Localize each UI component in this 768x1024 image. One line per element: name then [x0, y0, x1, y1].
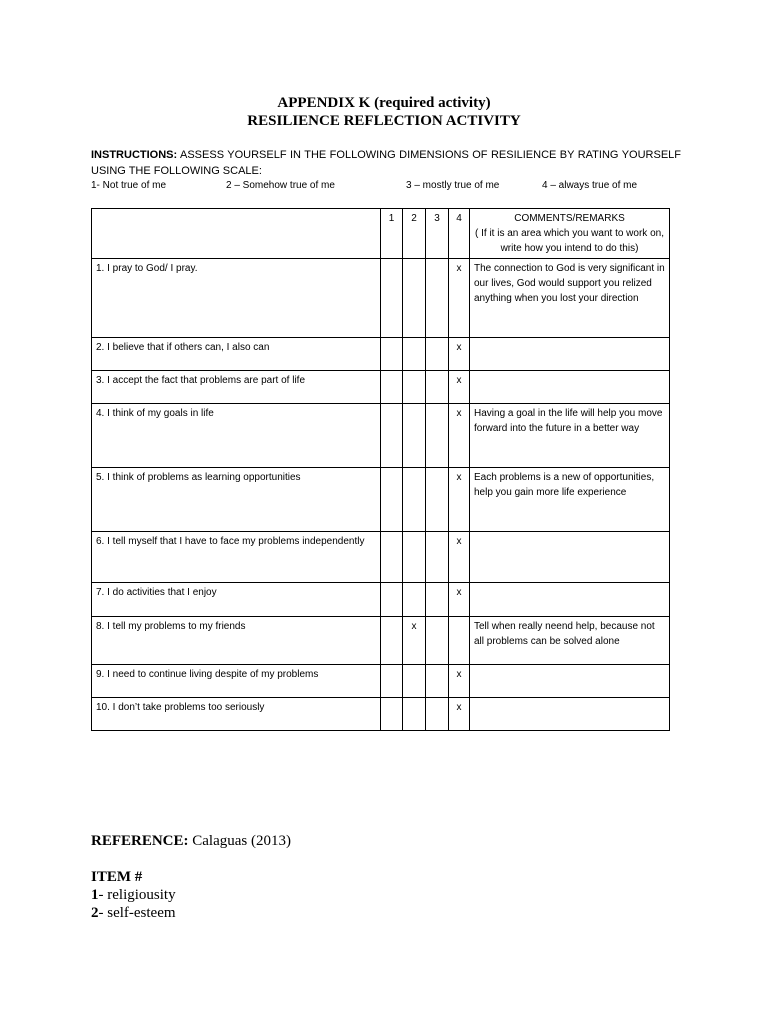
rating-1-cell [381, 698, 403, 731]
comment-cell: The connection to God is very significant in our lives, God would support you relized anything when you lost your direction [470, 259, 670, 338]
rating-4-cell: x [449, 371, 470, 404]
item-label: ITEM # [91, 869, 143, 885]
comment-cell: Each problems is a new of opportunities, help you gain more life experience [470, 468, 670, 532]
item-number: 1 [91, 887, 99, 903]
scale-1: 1- Not true of me [91, 180, 167, 191]
rating-2-cell [403, 259, 426, 338]
comment-cell [470, 665, 670, 698]
rating-3-cell [426, 665, 449, 698]
col-header-4: 4 [449, 209, 470, 259]
comments-header-title: COMMENTS/REMARKS [514, 213, 625, 224]
col-header-1: 1 [381, 209, 403, 259]
reference-line [91, 833, 291, 850]
col-header-3: 3 [426, 209, 449, 259]
col-header-2: 2 [403, 209, 426, 259]
table-row [92, 259, 670, 338]
reference-value: Calaguas (2013) [188, 833, 291, 849]
reference-label: REFERENCE: [91, 833, 189, 849]
rating-2-cell [403, 583, 426, 617]
activity-title: RESILIENCE REFLECTION ACTIVITY [247, 113, 521, 129]
statement-cell: 10. I don’t take problems too seriously [92, 698, 381, 731]
rating-2-cell [403, 404, 426, 468]
scale-2: 2 – Somehow true of me [226, 180, 335, 191]
table-row [92, 617, 670, 665]
instructions [91, 147, 681, 179]
item-line [91, 905, 176, 922]
rating-2-cell [403, 371, 426, 404]
rating-4-cell: x [449, 532, 470, 583]
comment-cell: Tell when really neend help, because not all problems can be solved alone [470, 617, 670, 665]
rating-4-cell: x [449, 404, 470, 468]
table-row [92, 665, 670, 698]
table-header-row [92, 209, 670, 259]
rating-1-cell [381, 338, 403, 371]
rating-4-cell: x [449, 338, 470, 371]
rating-3-cell [426, 404, 449, 468]
rating-3-cell [426, 338, 449, 371]
comment-cell [470, 532, 670, 583]
rating-3-cell [426, 468, 449, 532]
comment-cell [470, 698, 670, 731]
statement-cell: 5. I think of problems as learning opportunities [92, 468, 381, 532]
rating-1-cell [381, 583, 403, 617]
rating-4-cell: x [449, 665, 470, 698]
comments-header-note: ( If it is an area which you want to work on, write how you intend to do this) [475, 228, 664, 254]
item-text: - self-esteem [98, 905, 176, 921]
table-row [92, 532, 670, 583]
rating-4-cell: x [449, 698, 470, 731]
item-heading [91, 869, 142, 886]
statement-cell: 4. I think of my goals in life [92, 404, 381, 468]
statement-cell: 6. I tell myself that I have to face my problems independently [92, 532, 381, 583]
rating-3-cell [426, 583, 449, 617]
instructions-label: INSTRUCTIONS: [91, 149, 178, 161]
rating-1-cell [381, 532, 403, 583]
appendix-title: APPENDIX K (required activity) [277, 95, 491, 111]
rating-2-cell [403, 665, 426, 698]
rating-1-cell [381, 468, 403, 532]
statement-cell: 3. I accept the fact that problems are part of life [92, 371, 381, 404]
rating-3-cell [426, 617, 449, 665]
rating-2-cell [403, 532, 426, 583]
table-row [92, 404, 670, 468]
table-row [92, 338, 670, 371]
statement-cell: 7. I do activities that I enjoy [92, 583, 381, 617]
statement-cell: 2. I believe that if others can, I also can [92, 338, 381, 371]
rating-2-cell [403, 698, 426, 731]
item-text: - religiousity [98, 887, 176, 903]
comment-cell [470, 371, 670, 404]
rating-1-cell [381, 617, 403, 665]
resilience-table [91, 208, 670, 731]
rating-3-cell [426, 371, 449, 404]
statement-cell: 9. I need to continue living despite of my problems [92, 665, 381, 698]
statement-cell: 8. I tell my problems to my friends [92, 617, 381, 665]
rating-1-cell [381, 259, 403, 338]
rating-1-cell [381, 665, 403, 698]
rating-4-cell [449, 617, 470, 665]
rating-3-cell [426, 698, 449, 731]
rating-1-cell [381, 404, 403, 468]
comment-cell: Having a goal in the life will help you move forward into the future in a better way [470, 404, 670, 468]
rating-3-cell [426, 259, 449, 338]
comment-cell [470, 338, 670, 371]
rating-2-cell [403, 338, 426, 371]
scale-3: 3 – mostly true of me [406, 180, 500, 191]
item-number: 2 [91, 905, 99, 921]
table-row [92, 698, 670, 731]
comments-header [470, 209, 670, 259]
rating-3-cell [426, 532, 449, 583]
table-row [92, 371, 670, 404]
statement-cell: 1. I pray to God/ I pray. [92, 259, 381, 338]
comment-cell [470, 583, 670, 617]
table-row [92, 583, 670, 617]
rating-4-cell: x [449, 259, 470, 338]
rating-1-cell [381, 371, 403, 404]
rating-4-cell: x [449, 583, 470, 617]
rating-2-cell [403, 468, 426, 532]
rating-2-cell: x [403, 617, 426, 665]
statement-header [92, 209, 381, 259]
item-line [91, 887, 176, 904]
instructions-text: ASSESS YOURSELF IN THE FOLLOWING DIMENSIONS OF RESILIENCE BY RATING YOURSELF USING THE FOLLOWING SCALE: [91, 149, 681, 177]
table-row [92, 468, 670, 532]
scale-4: 4 – always true of me [542, 180, 638, 191]
rating-4-cell: x [449, 468, 470, 532]
